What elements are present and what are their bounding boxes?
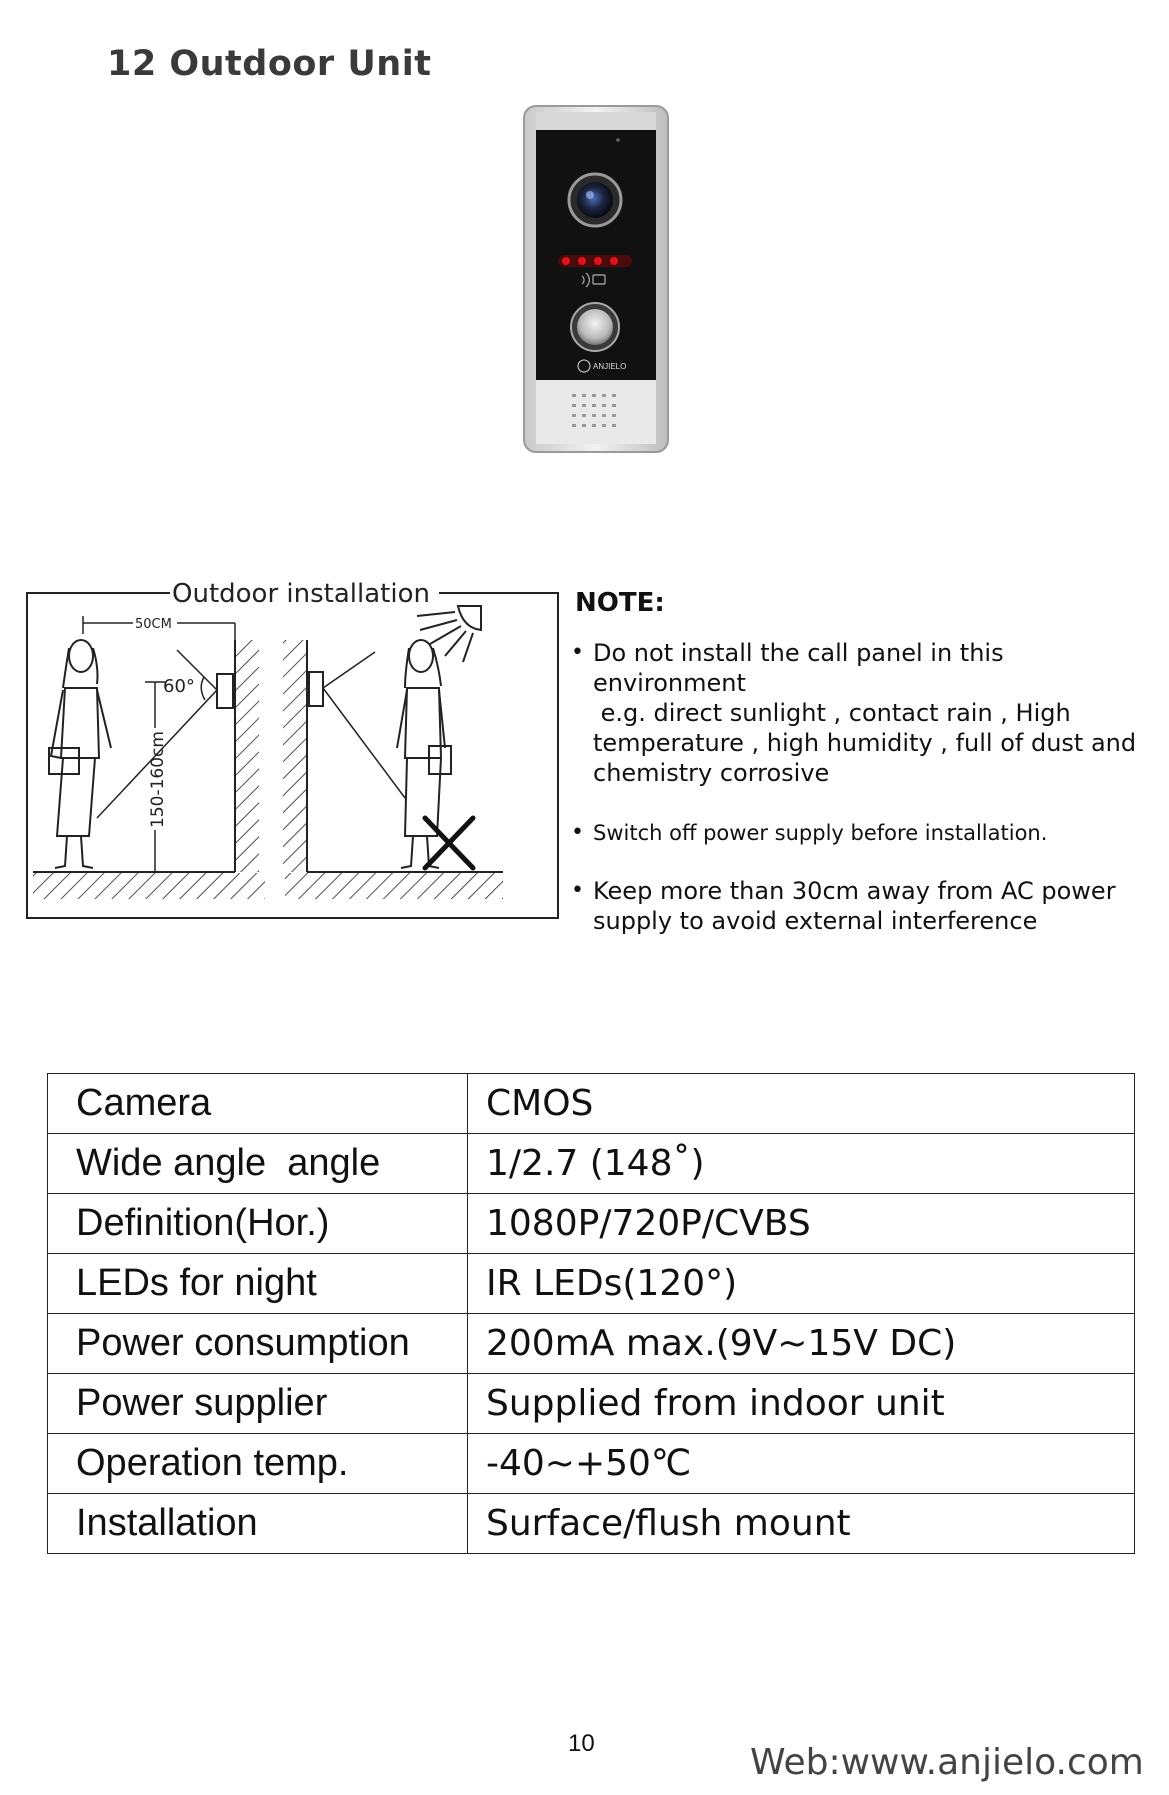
table-row [48, 1434, 1135, 1494]
spec-label: Definition(Hor.) [48, 1194, 468, 1254]
specs-table [47, 1073, 1135, 1554]
website-link[interactable]: Web:www.anjielo.com [750, 1742, 1144, 1783]
spec-value: CMOS [468, 1074, 1135, 1134]
angle-label: 60° [163, 676, 195, 697]
note-list [575, 638, 1155, 936]
spec-value: -40~+50℃ [468, 1434, 1135, 1494]
note-item: • Switch off power supply before installation. [575, 818, 1155, 848]
spec-label: Wide angle angle [48, 1134, 468, 1194]
table-row [48, 1134, 1135, 1194]
note-item: • Keep more than 30cm away from AC power supply to avoid external interference [575, 876, 1155, 936]
distance-label: 50CM [135, 617, 172, 632]
spec-label: Power consumption [48, 1314, 468, 1374]
table-row [48, 1314, 1135, 1374]
height-label: 150-160cm [148, 731, 168, 828]
spec-label: Operation temp. [48, 1434, 468, 1494]
table-row [48, 1254, 1135, 1314]
note-heading: NOTE: [575, 588, 665, 618]
svg-text:ANJIELO: ANJIELO [593, 362, 627, 371]
note-item: • Do not install the call panel in this environment e.g. direct sunlight , contact rain , High temperature , high humidity , full of dust and chemistry corrosive [575, 638, 1155, 788]
spec-value: 1080P/720P/CVBS [468, 1194, 1135, 1254]
page-number: 10 [568, 1730, 595, 1757]
table-row [48, 1074, 1135, 1134]
diagram-title: Outdoor installation [172, 579, 430, 609]
spec-label: Camera [48, 1074, 468, 1134]
table-row [48, 1494, 1135, 1554]
spec-label: LEDs for night [48, 1254, 468, 1314]
spec-label: Installation [48, 1494, 468, 1554]
spec-value: Supplied from indoor unit [468, 1374, 1135, 1434]
installation-diagram [25, 578, 560, 920]
spec-value: Surface/flush mount [468, 1494, 1135, 1554]
note-section [575, 588, 1155, 936]
x-cross-icon [425, 818, 473, 868]
page-title: 12 Outdoor Unit [107, 44, 432, 84]
spec-value: IR LEDs(120°) [468, 1254, 1135, 1314]
spec-label: Power supplier [48, 1374, 468, 1434]
person-figure-icon [49, 640, 111, 868]
sun-icon [417, 606, 481, 662]
table-row [48, 1374, 1135, 1434]
ir-led-strip-icon [558, 255, 632, 267]
table-row [48, 1194, 1135, 1254]
spec-value: 200mA max.(9V~15V DC) [468, 1314, 1135, 1374]
outdoor-unit-image [522, 104, 670, 454]
spec-value: 1/2.7 (148˚) [468, 1134, 1135, 1194]
